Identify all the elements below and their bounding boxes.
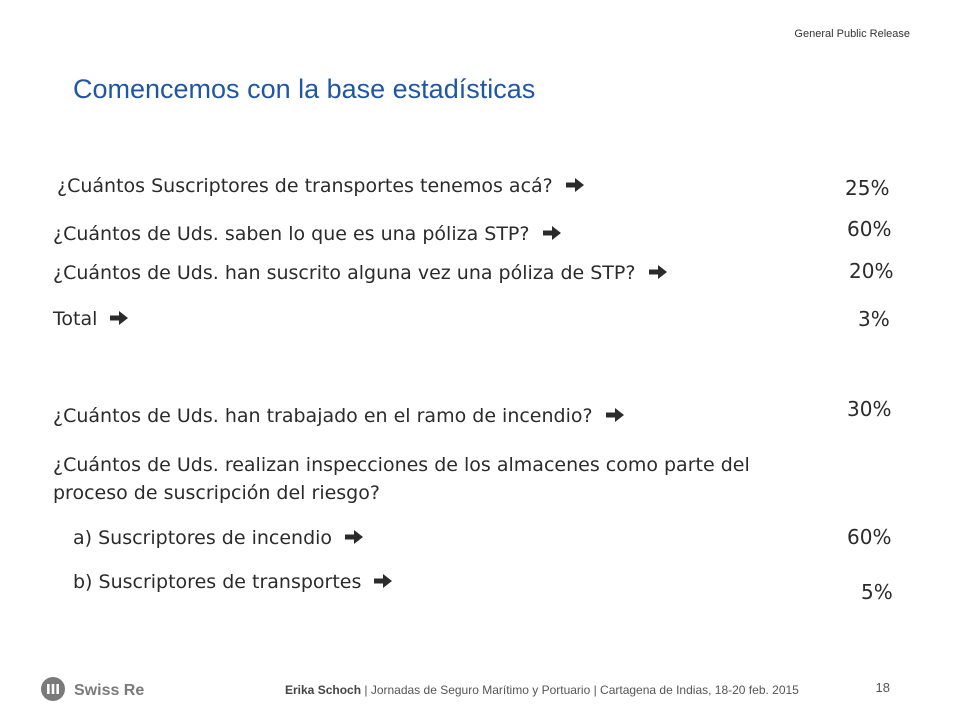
question-6b-value: 5% — [861, 580, 893, 604]
release-label: General Public Release — [794, 28, 910, 40]
question-6-text: ¿Cuántos de Uds. realizan inspecciones de los almacenes como parte del proceso de suscripción del riesgo? — [53, 454, 750, 504]
question-3-text: ¿Cuántos de Uds. han suscrito alguna vez una póliza de STP? — [53, 262, 636, 284]
right-arrow-icon — [373, 569, 393, 597]
question-6 — [53, 451, 783, 507]
question-5-value: 30% — [847, 397, 892, 421]
question-6a — [73, 524, 364, 553]
right-arrow-icon — [648, 260, 668, 288]
question-6a-value: 60% — [847, 525, 892, 549]
footer-author: Erika Schoch — [285, 683, 362, 697]
question-2 — [53, 220, 562, 249]
right-arrow-icon — [605, 403, 625, 431]
right-arrow-icon — [344, 525, 364, 553]
page-number: 18 — [875, 680, 890, 695]
question-5-text: ¿Cuántos de Uds. han trabajado en el ramo de incendio? — [53, 405, 593, 427]
question-3 — [53, 259, 668, 288]
question-total — [53, 305, 129, 334]
question-total-value: 3% — [858, 307, 890, 331]
question-5 — [53, 402, 625, 431]
right-arrow-icon — [109, 306, 129, 334]
footer-info — [285, 683, 799, 697]
question-3-value: 20% — [849, 259, 894, 283]
question-1-value: 25% — [845, 176, 890, 200]
question-6b — [73, 568, 393, 597]
swiss-re-logo — [40, 676, 144, 706]
page-title: Comencemos con la base estadísticas — [73, 74, 536, 104]
right-arrow-icon — [565, 173, 585, 201]
question-6b-text: b) Suscriptores de transportes — [73, 571, 362, 593]
question-6a-text: a) Suscriptores de incendio — [73, 527, 333, 549]
right-arrow-icon — [542, 221, 562, 249]
question-1 — [57, 172, 585, 201]
question-total-text: Total — [53, 308, 98, 330]
question-2-value: 60% — [847, 217, 892, 241]
footer-details: | Jornadas de Seguro Marítimo y Portuario | Cartagena de Indias, 18-20 feb. 2015 — [361, 683, 799, 697]
swiss-re-logo-icon — [40, 676, 66, 706]
question-2-text: ¿Cuántos de Uds. saben lo que es una póliza STP? — [53, 223, 530, 245]
logo-text: Swiss Re — [74, 682, 145, 699]
question-1-text: ¿Cuántos Suscriptores de transportes tenemos acá? — [57, 175, 553, 197]
